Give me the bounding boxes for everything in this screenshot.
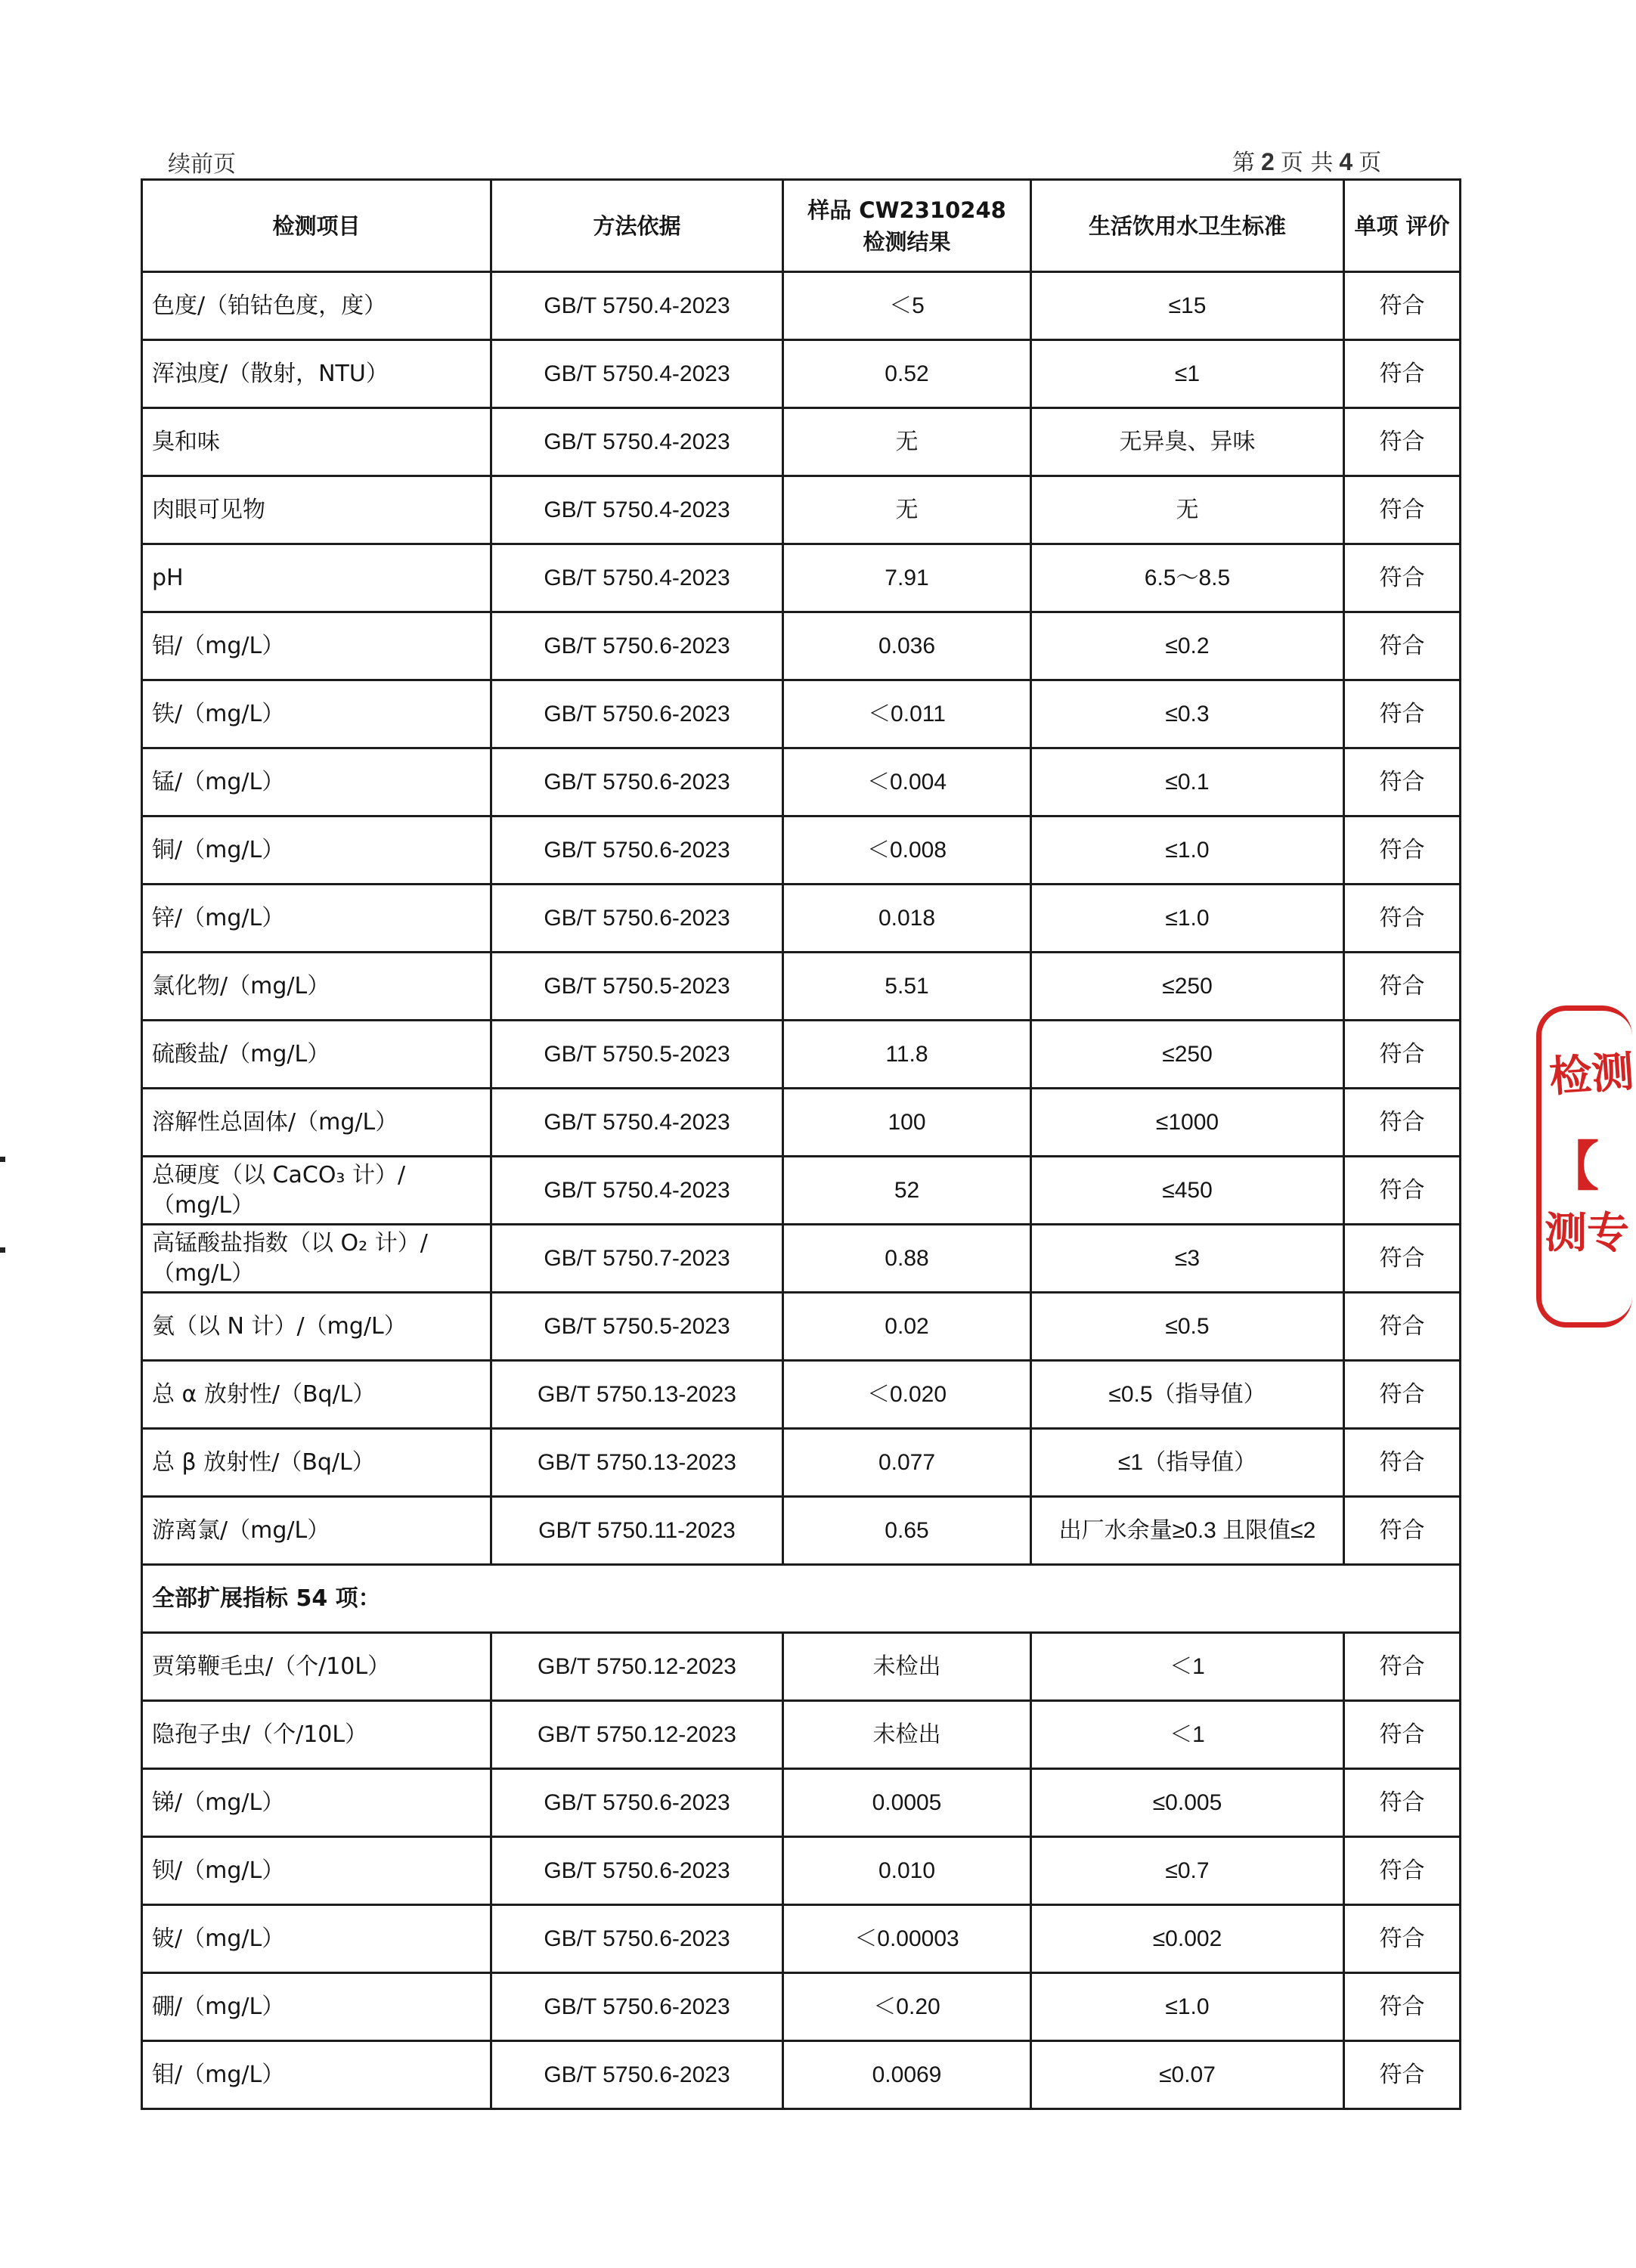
cell-method: GB/T 5750.4-2023	[491, 340, 783, 408]
cell-method: GB/T 5750.11-2023	[491, 1497, 783, 1565]
stamp-text-1: 检测	[1548, 1047, 1636, 1102]
cell-standard: ＜1	[1031, 1701, 1344, 1769]
cell-item: 溶解性总固体/（mg/L）	[142, 1089, 491, 1157]
cell-standard: ≤450	[1031, 1157, 1344, 1225]
cell-result: ＜0.020	[783, 1361, 1031, 1429]
cell-result: 0.0069	[783, 2041, 1031, 2109]
cell-result: 0.018	[783, 885, 1031, 953]
cell-result: ＜5	[783, 272, 1031, 340]
cell-result: 5.51	[783, 953, 1031, 1021]
cell-method: GB/T 5750.6-2023	[491, 1973, 783, 2041]
cell-item: 总 β 放射性/（Bq/L）	[142, 1429, 491, 1497]
cell-result: 0.65	[783, 1497, 1031, 1565]
cell-method: GB/T 5750.5-2023	[491, 953, 783, 1021]
cell-eval: 符合	[1344, 1497, 1461, 1565]
cell-item: 肉眼可见物	[142, 476, 491, 544]
cell-item: 铁/（mg/L）	[142, 680, 491, 748]
cell-eval: 符合	[1344, 1701, 1461, 1769]
cell-method: GB/T 5750.6-2023	[491, 2041, 783, 2109]
cell-result: 未检出	[783, 1701, 1031, 1769]
cell-method: GB/T 5750.4-2023	[491, 1157, 783, 1225]
cell-eval: 符合	[1344, 748, 1461, 816]
table-row	[142, 1089, 1461, 1157]
col-header-standard: 生活饮用水卫生标准	[1031, 180, 1344, 272]
cell-standard: 无	[1031, 476, 1344, 544]
cell-result: 0.010	[783, 1837, 1031, 1905]
section-row	[142, 1565, 1461, 1633]
cell-standard: ≤1	[1031, 340, 1344, 408]
test-results-table	[141, 178, 1461, 2110]
cell-standard: 6.5～8.5	[1031, 544, 1344, 612]
cell-eval: 符合	[1344, 2041, 1461, 2109]
cell-method: GB/T 5750.4-2023	[491, 476, 783, 544]
cell-result: 0.88	[783, 1225, 1031, 1293]
cell-eval: 符合	[1344, 816, 1461, 885]
cell-standard: ≤0.7	[1031, 1837, 1344, 1905]
cell-result: 52	[783, 1157, 1031, 1225]
table-row	[142, 1361, 1461, 1429]
cell-result: ＜0.004	[783, 748, 1031, 816]
cell-method: GB/T 5750.6-2023	[491, 612, 783, 680]
cell-eval: 符合	[1344, 680, 1461, 748]
cell-eval: 符合	[1344, 544, 1461, 612]
cell-item: pH	[142, 544, 491, 612]
cell-item: 铝/（mg/L）	[142, 612, 491, 680]
table-row	[142, 544, 1461, 612]
cell-method: GB/T 5750.6-2023	[491, 885, 783, 953]
cell-result: 0.52	[783, 340, 1031, 408]
cell-standard: ≤0.002	[1031, 1905, 1344, 1973]
table-row	[142, 1157, 1461, 1225]
cell-method: GB/T 5750.5-2023	[491, 1293, 783, 1361]
cell-standard: ≤1000	[1031, 1089, 1344, 1157]
cell-eval: 符合	[1344, 1429, 1461, 1497]
cell-eval: 符合	[1344, 476, 1461, 544]
cell-result: 7.91	[783, 544, 1031, 612]
table-row	[142, 408, 1461, 476]
cell-eval: 符合	[1344, 1769, 1461, 1837]
cell-eval: 符合	[1344, 1293, 1461, 1361]
cell-item: 氨（以 N 计）/（mg/L）	[142, 1293, 491, 1361]
page-suffix: 页	[1359, 150, 1382, 176]
cell-eval: 符合	[1344, 1973, 1461, 2041]
cell-item: 隐孢子虫/（个/10L）	[142, 1701, 491, 1769]
cell-method: GB/T 5750.6-2023	[491, 1769, 783, 1837]
cell-method: GB/T 5750.6-2023	[491, 1837, 783, 1905]
inspection-seal-stamp	[1536, 1005, 1636, 1328]
cell-standard: ≤15	[1031, 272, 1344, 340]
cell-method: GB/T 5750.4-2023	[491, 544, 783, 612]
stamp-text-3: 测专	[1545, 1209, 1629, 1258]
cell-standard: ≤250	[1031, 953, 1344, 1021]
table-row	[142, 612, 1461, 680]
cell-item: 锌/（mg/L）	[142, 885, 491, 953]
table-row	[142, 1769, 1461, 1837]
cell-eval: 符合	[1344, 340, 1461, 408]
cell-item: 铍/（mg/L）	[142, 1905, 491, 1973]
cell-item: 锰/（mg/L）	[142, 748, 491, 816]
table-row	[142, 1497, 1461, 1565]
cell-item: 高锰酸盐指数（以 O₂ 计）/（mg/L）	[142, 1225, 491, 1293]
section-label: 全部扩展指标 54 项：	[142, 1565, 1461, 1633]
cell-item: 色度/（铂钴色度，度）	[142, 272, 491, 340]
cell-eval: 符合	[1344, 408, 1461, 476]
cell-item: 总硬度（以 CaCO₃ 计）/（mg/L）	[142, 1157, 491, 1225]
cell-method: GB/T 5750.12-2023	[491, 1701, 783, 1769]
cell-method: GB/T 5750.4-2023	[491, 408, 783, 476]
cell-method: GB/T 5750.12-2023	[491, 1633, 783, 1701]
cell-result: ＜0.008	[783, 816, 1031, 885]
cell-method: GB/T 5750.5-2023	[491, 1021, 783, 1089]
page-number: 2	[1261, 148, 1275, 175]
cell-item: 浑浊度/（散射，NTU）	[142, 340, 491, 408]
table-row	[142, 272, 1461, 340]
cell-item: 铜/（mg/L）	[142, 816, 491, 885]
cell-eval: 符合	[1344, 1089, 1461, 1157]
table-row	[142, 748, 1461, 816]
table-row	[142, 476, 1461, 544]
col-header-method: 方法依据	[491, 180, 783, 272]
cell-standard: ≤0.07	[1031, 2041, 1344, 2109]
cell-standard: 出厂水余量≥0.3 且限值≤2	[1031, 1497, 1344, 1565]
cell-eval: 符合	[1344, 1225, 1461, 1293]
cell-result: 未检出	[783, 1633, 1031, 1701]
cell-result: 100	[783, 1089, 1031, 1157]
cell-eval: 符合	[1344, 885, 1461, 953]
continued-label: 续前页	[168, 151, 236, 178]
cell-method: GB/T 5750.6-2023	[491, 1905, 783, 1973]
table-row	[142, 2041, 1461, 2109]
cell-standard: ≤1.0	[1031, 816, 1344, 885]
cell-eval: 符合	[1344, 1021, 1461, 1089]
cell-standard: ≤0.005	[1031, 1769, 1344, 1837]
col-header-eval: 单项 评价	[1344, 180, 1461, 272]
cell-eval: 符合	[1344, 1905, 1461, 1973]
cell-standard: ≤1（指导值）	[1031, 1429, 1344, 1497]
cell-eval: 符合	[1344, 1361, 1461, 1429]
cell-method: GB/T 5750.4-2023	[491, 272, 783, 340]
cell-result: 11.8	[783, 1021, 1031, 1089]
binding-mark	[0, 1157, 5, 1162]
table-row	[142, 885, 1461, 953]
cell-eval: 符合	[1344, 1633, 1461, 1701]
cell-item: 锑/（mg/L）	[142, 1769, 491, 1837]
cell-method: GB/T 5750.6-2023	[491, 680, 783, 748]
cell-item: 钼/（mg/L）	[142, 2041, 491, 2109]
cell-result: 无	[783, 408, 1031, 476]
table-row	[142, 1633, 1461, 1701]
table-row	[142, 1837, 1461, 1905]
cell-eval: 符合	[1344, 1837, 1461, 1905]
col-header-result: 样品 CW2310248 检测结果	[783, 180, 1031, 272]
cell-eval: 符合	[1344, 612, 1461, 680]
table-row	[142, 816, 1461, 885]
table-row	[142, 1225, 1461, 1293]
table-header-row	[142, 180, 1461, 272]
page-prefix: 第	[1232, 150, 1255, 176]
page-indicator	[1232, 144, 1381, 177]
page-mid: 页 共	[1280, 150, 1334, 176]
cell-method: GB/T 5750.13-2023	[491, 1361, 783, 1429]
stamp-text-2: 【	[1546, 1136, 1599, 1198]
cell-item: 硼/（mg/L）	[142, 1973, 491, 2041]
cell-item: 游离氯/（mg/L）	[142, 1497, 491, 1565]
cell-item: 臭和味	[142, 408, 491, 476]
cell-item: 总 α 放射性/（Bq/L）	[142, 1361, 491, 1429]
col-header-item: 检测项目	[142, 180, 491, 272]
table-row	[142, 1701, 1461, 1769]
table-row	[142, 1973, 1461, 2041]
cell-eval: 符合	[1344, 953, 1461, 1021]
cell-item: 氯化物/（mg/L）	[142, 953, 491, 1021]
cell-standard: ＜1	[1031, 1633, 1344, 1701]
cell-method: GB/T 5750.7-2023	[491, 1225, 783, 1293]
cell-method: GB/T 5750.4-2023	[491, 1089, 783, 1157]
cell-item: 钡/（mg/L）	[142, 1837, 491, 1905]
cell-result: 0.036	[783, 612, 1031, 680]
cell-result: 0.02	[783, 1293, 1031, 1361]
cell-standard: ≤0.2	[1031, 612, 1344, 680]
cell-standard: ≤3	[1031, 1225, 1344, 1293]
cell-result: 0.0005	[783, 1769, 1031, 1837]
cell-standard: ≤1.0	[1031, 1973, 1344, 2041]
page-total: 4	[1339, 148, 1353, 175]
cell-result: ＜0.20	[783, 1973, 1031, 2041]
cell-standard: ≤250	[1031, 1021, 1344, 1089]
table-row	[142, 680, 1461, 748]
binding-mark	[0, 1247, 5, 1253]
cell-item: 硫酸盐/（mg/L）	[142, 1021, 491, 1089]
cell-result: 0.077	[783, 1429, 1031, 1497]
table-row	[142, 1429, 1461, 1497]
cell-result: ＜0.00003	[783, 1905, 1031, 1973]
cell-eval: 符合	[1344, 272, 1461, 340]
cell-standard: 无异臭、异味	[1031, 408, 1344, 476]
cell-result: ＜0.011	[783, 680, 1031, 748]
cell-standard: ≤0.5	[1031, 1293, 1344, 1361]
cell-standard: ≤0.5（指导值）	[1031, 1361, 1344, 1429]
cell-eval: 符合	[1344, 1157, 1461, 1225]
cell-standard: ≤0.1	[1031, 748, 1344, 816]
cell-standard: ≤0.3	[1031, 680, 1344, 748]
cell-result: 无	[783, 476, 1031, 544]
table-row	[142, 1021, 1461, 1089]
table-row	[142, 1905, 1461, 1973]
cell-method: GB/T 5750.6-2023	[491, 748, 783, 816]
cell-method: GB/T 5750.6-2023	[491, 816, 783, 885]
cell-item: 贾第鞭毛虫/（个/10L）	[142, 1633, 491, 1701]
table-row	[142, 953, 1461, 1021]
cell-standard: ≤1.0	[1031, 885, 1344, 953]
table-row	[142, 340, 1461, 408]
cell-method: GB/T 5750.13-2023	[491, 1429, 783, 1497]
table-row	[142, 1293, 1461, 1361]
